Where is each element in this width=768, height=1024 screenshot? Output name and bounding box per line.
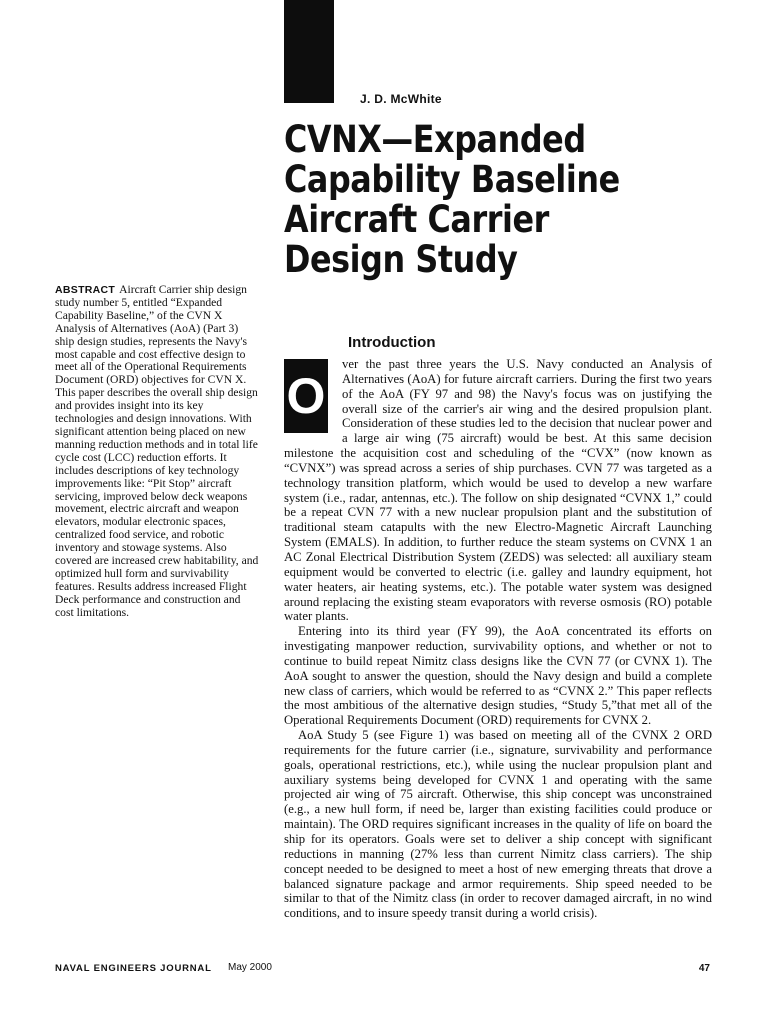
abstract-text: Aircraft Carrier ship design study number 5, entitled “Expanded Capability Baseline,” of the CVN X Analysis of Alternatives (AoA) (Part 3) ship design studies, represents the Navy's most capable and cost effective design to meet all of the Operational Requirements Document (ORD) objectives for CVN X. This paper describes the overall ship design and provides insight into its key technologies and design innovations. With significant attention being placed on new manning reduction methods and in total life cycle cost (LCC) reduction efforts. It includes descriptions of key technology improvements like: “Pit Stop” aircraft servicing, improved below deck weapons movement, electric aircraft and weapon elevators, modular electronic spaces, centralized food service, and robotic inventory and stowage systems. Also covered are increased crew habitability, and optimized hull form and survivability features. Results address increased Flight Deck performance and construction and cost limitations. — [55, 283, 259, 619]
section-heading: Introduction — [348, 334, 436, 351]
title-line-2: Capability Baseline — [284, 158, 620, 201]
paragraph-1: ver the past three years the U.S. Navy conducted an Analysis of Alternatives (AoA) for future aircraft carriers. During the first two years of the AoA (FY 97 and 98) the Navy's focus was on justifying the overall size of the carrier's air wing and the desired propulsion plant. Consideration of these studies led to the decision that nuclear power and a large air wing (75 aircraft) would be best. At this same decision milestone the acquisition cost and scheduling of the “CVX” (now known as “CVNX”) was spread across a series of ship purchases. CVN 77 was targeted as a technology transition platform, which would be used to develop a new warfare system (i.e., radar, antennas, etc.). The follow on ship designated “CVNX 1,” could be a repeat CVN 77 with a new nuclear propulsion plant and the substitution of traditional steam catapults with the new Electro-Magnetic Aircraft Launching System (EMALS). In addition, to further reduce the steam systems on CVNX 1 an AC Zonal Electrical Distribution System (ZEDS) was selected: all auxiliary steam equipment would be converted to electric (i.e. galley and laundry equipment, hot water heaters, air heating systems, etc.). The potable water system was designed around replacing the existing steam evaporators with reverse osmosis (RO) potable water plants. — [284, 357, 712, 624]
abstract-label: ABSTRACT — [55, 284, 116, 296]
paragraph-3: AoA Study 5 (see Figure 1) was based on meeting all of the CVNX 2 ORD requirements for the future carrier (i.e., signature, survivability and performance goals, operational restrictions, etc.), while using the nuclear propulsion plant and auxiliary systems being developed for CVNX 1 and operating with the same projected air wing of 75 aircraft. Otherwise, this ship concept was unconstrained (e.g., a new hull form, if need be, larger than existing facilities could produce or maintain). The ORD requires significant increases in the quality of life on board the ship for its operators. Goals were set to deliver a ship concept with significant reductions in manning (27% less than current Nimitz class carriers). The ship concept needed to be designed to meet a host of new emerging threats that drove a balanced signature package and armor requirements. Ship speed needed to be similar to that of the Nimitz class (in order to recover damaged aircraft, in no wind conditions, and to insure speedy transit during a world crisis). — [284, 728, 712, 921]
footer-journal-name: NAVAL ENGINEERS JOURNAL — [55, 963, 212, 974]
article-title — [284, 120, 680, 280]
footer-date: May 2000 — [228, 962, 272, 973]
title-line-3: Aircraft Carrier — [284, 198, 549, 241]
paragraph-2: Entering into its third year (FY 99), the AoA concentrated its efforts on investigating manpower reduction, survivability options, and whether or not to continue to build repeat Nimitz class designs like the CVN 77 (or CVNX 1). The AoA sought to answer the question, should the Navy design and build a complete new class of carriers, which would be referred to as “CVNX 2.” This paper reflects the most ambitious of the alternative design studies, “Study 5,”that met all of the Operational Requirements Document (ORD) requirements for CVNX 2. — [284, 624, 712, 728]
dropcap-letter: O — [284, 359, 328, 433]
author-name: J. D. McWhite — [360, 92, 442, 106]
header-black-block — [284, 0, 334, 103]
body-text — [284, 357, 712, 921]
title-line-1: CVNX—Expanded — [284, 118, 586, 161]
title-line-4: Design Study — [284, 238, 518, 281]
abstract-block — [55, 284, 260, 620]
footer-page-number: 47 — [698, 963, 710, 974]
